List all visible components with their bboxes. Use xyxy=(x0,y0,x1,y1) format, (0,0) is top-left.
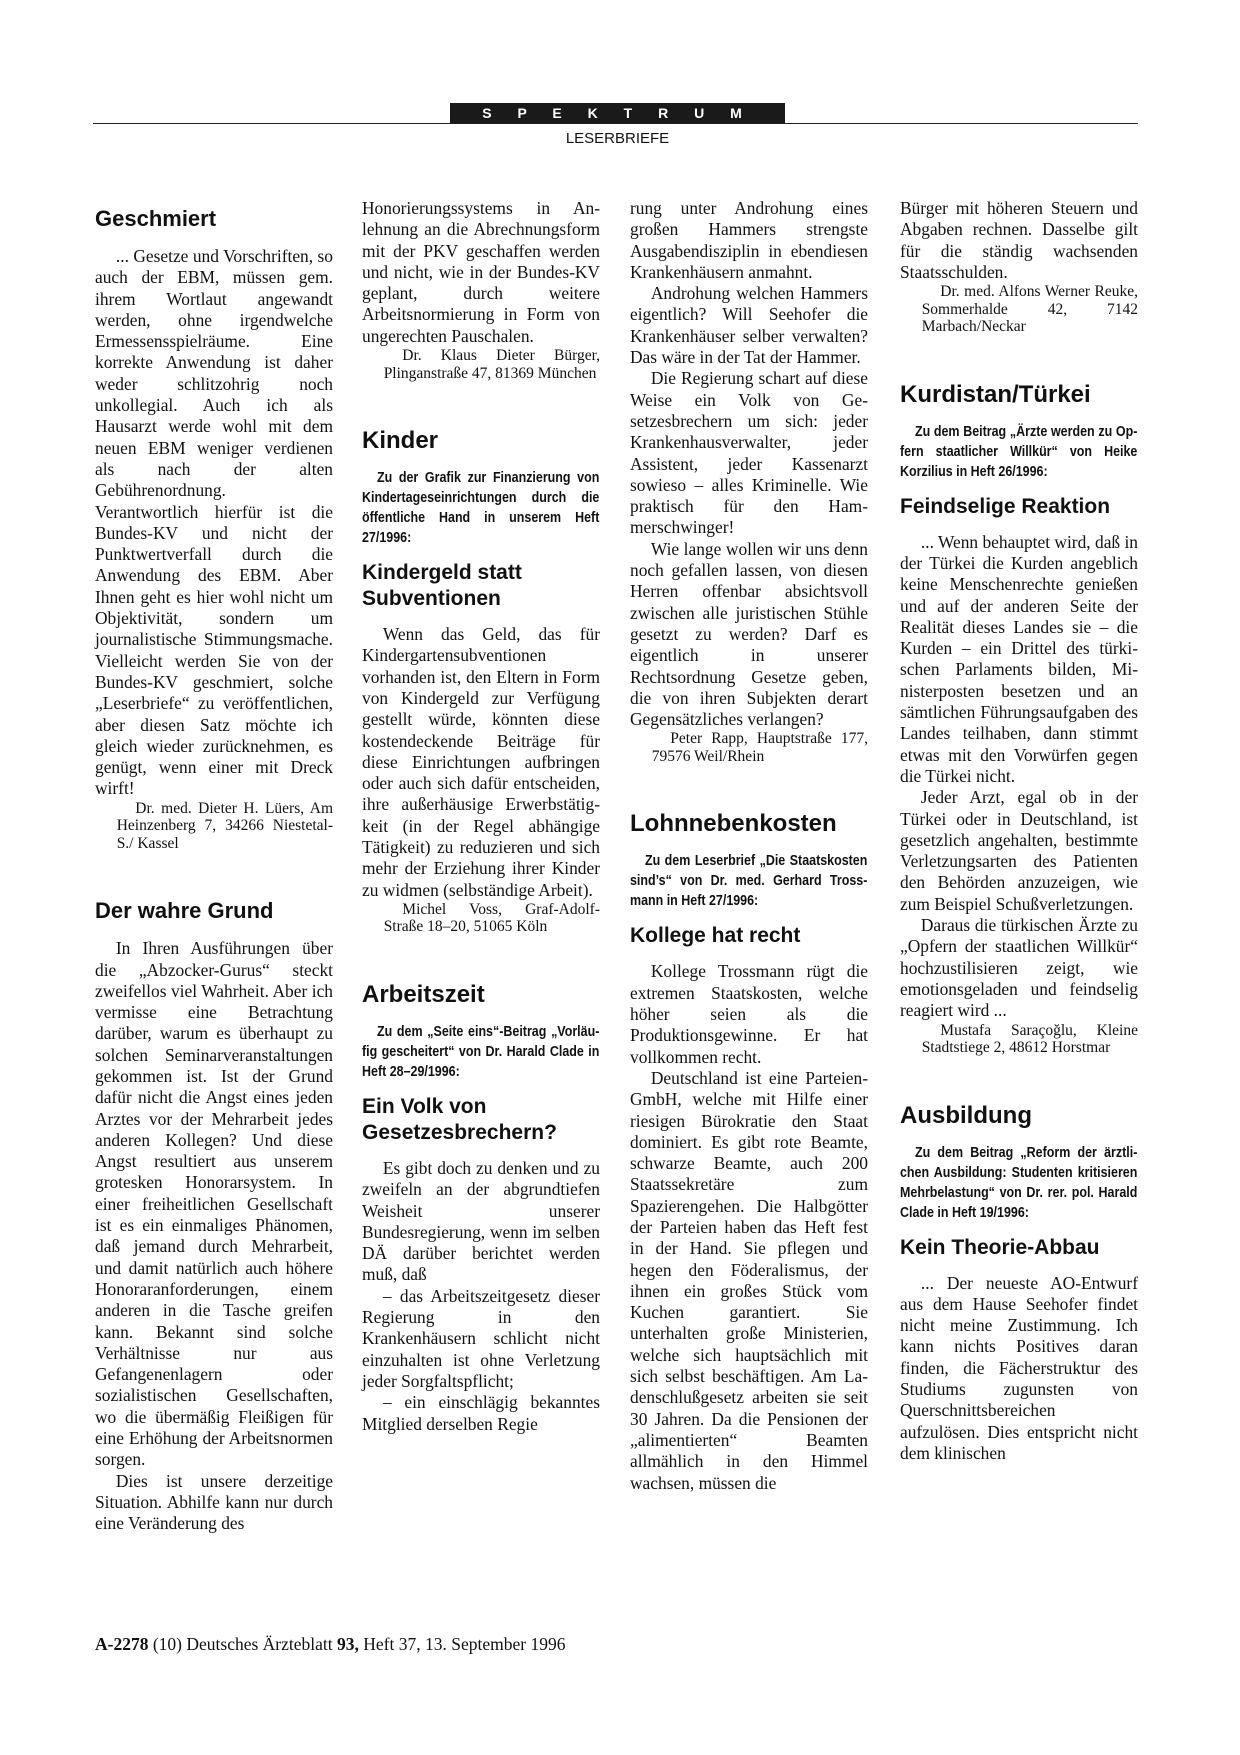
column-1 xyxy=(95,198,333,1535)
letter-body: Kollege Trossmann rügt die extremen Staatskosten, welche höher seien als die Produktionsgewinne. Er hat vollkommen recht. xyxy=(630,961,868,1067)
letter-body: ... Gesetze und Vorschriften, so auch der EBM, müssen gem. ihrem Wortlaut angewandt werden, ohne irgendwelche Ermessensspielräume. Eine korrekte Anwendung ist daher weder schlitzohrig noch unkollegial. Auch ich als Hausarzt werde wohl mit dem neuen EBM weniger verdienen als nach der alten Gebührenordnung. Verantwortlich hierfür ist die Bundes-KV und nicht der Punktwertverfall durch die Anwendung des EBM. Aber Ihnen geht es hier wohl nicht um Objektivität, sondern um journalistische Stimmungsmache. Vielleicht werden Sie von der Bundes-KV geschmiert, solche „Leserbriefe“ zu veröffentlichen, aber diesen Satz möchte ich gleich wieder zurücknehmen, es genügt, wenn einer mit Dreck wirft! xyxy=(95,246,333,799)
footer-journal: (10) Deutsches Ärzteblatt xyxy=(152,1634,333,1654)
letter-body: Deutschland ist eine Parteien-GmbH, welche mit Hilfe einer riesigen Bürokratie den Staat dominiert. Es gibt rote Beamte, schwarze Beamte, auch 200 Staatssekretäre zum Spazierengehen. Die Halbgötter der Parteien haben das Heft fest in der Hand. Sie pflegen und hegen den Föderalismus, der ihnen ein großes Stück vom Kuchen garantiert. Sie unterhalten große Ministerien, welche sich hauptsächlich mit sich selbst beschäftigen. Am Ladenschlußgesetz arbeiten sie seit 30 Jahren. Da die Pensionen der „alimentierten“ Beamten allmählich in den Himmel wachsen, müssen die xyxy=(630,1067,868,1493)
letter-signature: Mustafa Saraçoğlu, Kleine Stadtstiege 2, 48612 Horstmar xyxy=(921,1021,1138,1057)
letter-body: Wenn das Geld, das für Kindergartensubventionen vorhanden ist, den Eltern in Form von Kindergeld zur Verfügung gestellt würde, könnten diese kostendeckende Beiträge für diese Einrichtungen aufbringen oder auch sich dafür entscheiden, ihre außerhäusige Erwerbstätigkeit (in der Regel abhängige Tätigkeit) zu reduzieren und sich mehr der Erziehung ihrer Kinder zu widmen (selbständige Arbeit). xyxy=(362,624,600,900)
letter-body: In Ihren Ausführungen über die „Abzocker-Gurus“ steckt zweifellos viel Wahrheit. Aber ich vermisse eine Betrachtung darüber, warum es überhaupt zu solchen Seminarveranstaltungen gekommen ist. Ist der Grund dafür nicht die Angst eines jeden Arztes vor der Mehrarbeit jedes anderen Kollegen? Und diese Angst resultiert aus unserem grotesken Honorarsystem. In einer freiheitlichen Gesellschaft ist es ein einmaliges Phänomen, daß jemand durch Mehrarbeit, und damit natürlich auch höhere Honoraranforderungen, einem anderen in die Tasche greifen kann. Bekannt sind solche Verhältnisse nur aus Gefangenenlagern oder sozialistischen Gesellschaften, wo die übermäßig Fleißigen für eine Erhöhung der Arbeitsnormen sorgen. xyxy=(95,938,333,1470)
letter-heading: Ein Volk von Gesetzesbrechern? xyxy=(362,1094,557,1144)
letter-heading: Kollege hat recht xyxy=(630,924,801,948)
letter-body: – ein einschlägig bekanntes Mitglied derselben Regie xyxy=(362,1392,600,1434)
letter-heading: Geschmiert xyxy=(95,206,217,231)
letter-body: Bürger mit höheren Steuern und Abgaben rechnen. Dasselbe gilt für die ständig wachsenden Staatsschulden. xyxy=(900,198,1138,282)
topic-intro: Zu dem Beitrag „Ärzte werden zu Opfern staatlicher Willkür“ von Heike Korzilius in Heft 26/1996: xyxy=(900,423,1138,480)
column-2 xyxy=(362,198,600,1435)
topic-heading: Kurdistan/Türkei xyxy=(900,380,1091,408)
letter-body: Wie lange wollen wir uns denn noch gefallen lassen, von diesen Herren offenbar absichtsvoll zwischen alle juristischen Stühle gesetzt zu werden? Darf es eigentlich in unserer Rechtsordnung Gesetze geben, die von ihren Subjekten derart Gegensätzliches verlangen? xyxy=(630,538,868,730)
letter-body: ... Der neueste AO-Entwurf aus dem Hause Seehofer findet nicht meine Zustimmung. Ich kann nichts Positives daran finden, die Fächerstruktur des Studiums zugunsten von Querschnittsbereichen aufzulösen. Dies entspricht nicht dem klinischen xyxy=(900,1272,1138,1463)
letter-body: Daraus die türkischen Ärzte zu „Opfern der staatlichen Willkür“ hochzustilisieren zeigt, wie emotionsgeladen und feindselig reagiert wird ... xyxy=(900,915,1138,1021)
letter-heading: Der wahre Grund xyxy=(95,898,274,924)
letter-body: ... Wenn behauptet wird, daß in der Türkei die Kurden angeblich keine Menschenrechte genießen und auf der anderen Seite der Realität dieses Landes sie – die Kurden – ein Drittel des türkischen Parlaments bilden, Ministerposten besetzen und an sämtlichen Führungsaufgaben des Landes teilhaben, dann stimmt etwas mit den Vorwürfen gegen die Türkei nicht. xyxy=(900,531,1138,786)
letter-heading: Kindergeld statt Subventionen xyxy=(362,561,522,611)
letter-signature: Michel Voss, Graf-Adolf-Straße 18–20, 51065 Köln xyxy=(383,900,600,936)
page-number: A-2278 xyxy=(95,1634,149,1654)
letter-body: – das Arbeitszeitgesetz dieser Regierung in den Krankenhäusern schlicht nicht einzuhalten ist ohne Verletzung jeder Sorgfaltspflicht; xyxy=(362,1285,600,1391)
letter-signature: Peter Rapp, Hauptstraße 177, 79576 Weil/Rhein xyxy=(651,730,868,765)
page-footer xyxy=(95,1634,565,1655)
letter-body: Die Regierung schart auf diese Weise ein Volk von Gesetzesbrechern um sich: jeder Krankenhausverwalter, jeder Assistent, jeder Kassenarzt sowieso – alles Kriminelle. Wie praktisch für den Hammerschwinger! xyxy=(630,368,868,538)
column-4 xyxy=(900,198,1138,1464)
topic-intro: Zu dem „Seite eins“-Beitrag „Vorläufig gescheitert“ von Dr. Harald Clade in Heft 28–29/1996: xyxy=(362,1023,600,1080)
section-band: S P E K T R U M xyxy=(450,103,785,123)
header-rule xyxy=(93,123,1138,124)
letter-signature: Dr. med. Alfons Werner Reuke, Sommerhalde 42, 7142 Marbach/Neckar xyxy=(921,283,1138,336)
letter-signature: Dr. Klaus Dieter Bürger, Plinganstraße 47, 81369 München xyxy=(383,347,600,382)
topic-heading: Ausbildung xyxy=(900,1101,1032,1129)
letter-body: Dies ist unsere derzeitige Situation. Abhilfe kann nur durch eine Veränderung des xyxy=(95,1470,333,1534)
topic-intro: Zu dem Leserbrief „Die Staatskosten sind’s“ von Dr. med. Gerhard Trossmann in Heft 27/1996: xyxy=(630,853,868,910)
topic-intro: Zu dem Beitrag „Reform der ärztlichen Ausbildung: Studenten kritisieren Mehrbelastung“ von Dr. rer. pol. Harald Clade in Heft 19/1996: xyxy=(900,1144,1138,1221)
letter-heading: Kein Theorie-Abbau xyxy=(900,1235,1100,1259)
footer-volume: 93, xyxy=(337,1634,359,1654)
letter-body: Jeder Arzt, egal ob in der Türkei oder in Deutschland, ist gesetzlich angehalten, bestimmte Verletzungsarten des Patienten den Behörden anzuzeigen, wie zum Beispiel Schußverletzungen. xyxy=(900,787,1138,914)
column-3 xyxy=(630,198,868,1494)
footer-issue: Heft 37, 13. September 1996 xyxy=(363,1634,566,1654)
topic-heading: Arbeitszeit xyxy=(362,980,485,1008)
topic-heading: Lohnnebenkosten xyxy=(630,810,837,838)
letter-body: rung unter Androhung eines großen Hammers strengste Ausgabendisziplin in ebendiesen Krankenhäusern anmahnt. xyxy=(630,198,868,282)
topic-heading: Kinder xyxy=(362,427,439,455)
letter-heading: Feindselige Reaktion xyxy=(900,494,1111,518)
topic-intro: Zu der Grafik zur Finanzierung von Kindertageseinrichtungen durch die öffentliche Hand in unserem Heft 27/1996: xyxy=(362,470,600,547)
subsection-title: LESERBRIEFE xyxy=(565,130,670,147)
letter-body: Androhung welchen Hammers eigentlich? Will Seehofer die Krankenhäuser selber verwalten? Das wäre in der Tat der Hammer. xyxy=(630,283,868,368)
letter-body: Honorierungssystems in Anlehnung an die Abrechnungsform mit der PKV geschaffen werden und nicht, wie in der Bundes-KV geplant, durch weitere Arbeitsnormierung in Form von ungerechten Pauschalen. xyxy=(362,198,600,346)
letter-signature: Dr. med. Dieter H. Lüers, Am Heinzenberg 7, 34266 Niestetal-S./ Kassel xyxy=(116,799,333,852)
letter-body: Es gibt doch zu denken und zu zweifeln an der abgrundtiefen Weisheit unserer Bundesregierung, wenn im selben DÄ darüber berichtet werden muß, daß xyxy=(362,1157,600,1285)
